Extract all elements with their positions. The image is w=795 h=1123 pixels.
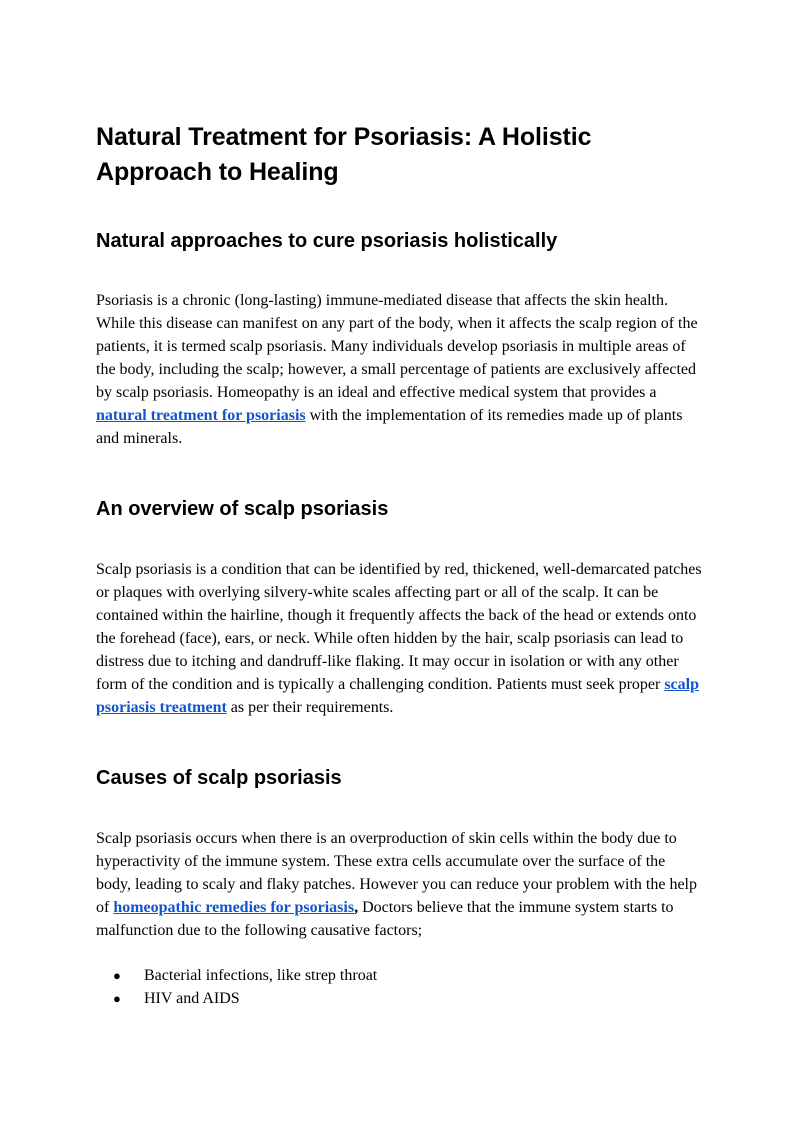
- section-heading-causes: Causes of scalp psoriasis: [96, 767, 342, 789]
- bullet-icon: ●: [113, 991, 121, 1006]
- list-item-text: HIV and AIDS: [144, 990, 240, 1007]
- section-paragraph-natural-approaches: [96, 289, 702, 450]
- natural-treatment-link[interactable]: natural treatment for psoriasis: [96, 407, 306, 424]
- paragraph-text: Scalp psoriasis is a condition that can be identified by red, thickened, well-demarcated patches or plaques with overlying silvery-white scales affecting part or all of the scalp. It can be contained within the hairline, though it frequently affects the back of the head or extends onto the forehead (face), ears, or neck. While often hidden by the hair, scalp psoriasis can lead to distress due to itching and dandruff-like flaking. It may occur in isolation or with any other form of the condition and is typically a challenging condition. Patients must seek proper: [96, 561, 702, 693]
- paragraph-text: Scalp psoriasis occurs when there is an overproduction of skin cells within the body due to hyperactivity of the immune system. These extra cells accumulate over the surface of the body, leading to scaly and flaky patches. However you can reduce your problem with the help of: [96, 830, 697, 916]
- section-heading-natural-approaches: Natural approaches to cure psoriasis holistically: [96, 230, 558, 252]
- section-paragraph-overview: [96, 558, 702, 719]
- paragraph-comma: ,: [354, 899, 359, 916]
- homeopathic-remedies-link[interactable]: homeopathic remedies for psoriasis: [113, 899, 355, 916]
- bullet-icon: ●: [113, 968, 121, 983]
- paragraph-text: with the implementation of its remedies made up of plants and minerals.: [96, 407, 683, 447]
- list-item: [96, 964, 702, 987]
- document-title: Natural Treatment for Psoriasis: A Holistic Approach to Healing: [96, 123, 592, 186]
- scalp-psoriasis-treatment-link[interactable]: scalp psoriasis treatment: [96, 676, 699, 716]
- document-page: [96, 120, 702, 1010]
- section-heading-overview: An overview of scalp psoriasis: [96, 498, 389, 520]
- section-paragraph-causes: [96, 827, 702, 942]
- paragraph-text: Doctors believe that the immune system starts to malfunction due to the following causative factors;: [96, 899, 674, 939]
- list-item-text: Bacterial infections, like strep throat: [144, 967, 378, 984]
- paragraph-text: Psoriasis is a chronic (long-lasting) immune-mediated disease that affects the skin health. While this disease can manifest on any part of the body, when it affects the scalp region of the patients, it is termed scalp psoriasis. Many individuals develop psoriasis in multiple areas of the body, including the scalp; however, a small percentage of patients are exclusively affected by scalp psoriasis. Homeopathy is an ideal and effective medical system that provides a: [96, 292, 698, 401]
- causes-list: [96, 964, 702, 1010]
- list-item: [96, 987, 702, 1010]
- paragraph-text: as per their requirements.: [226, 699, 394, 716]
